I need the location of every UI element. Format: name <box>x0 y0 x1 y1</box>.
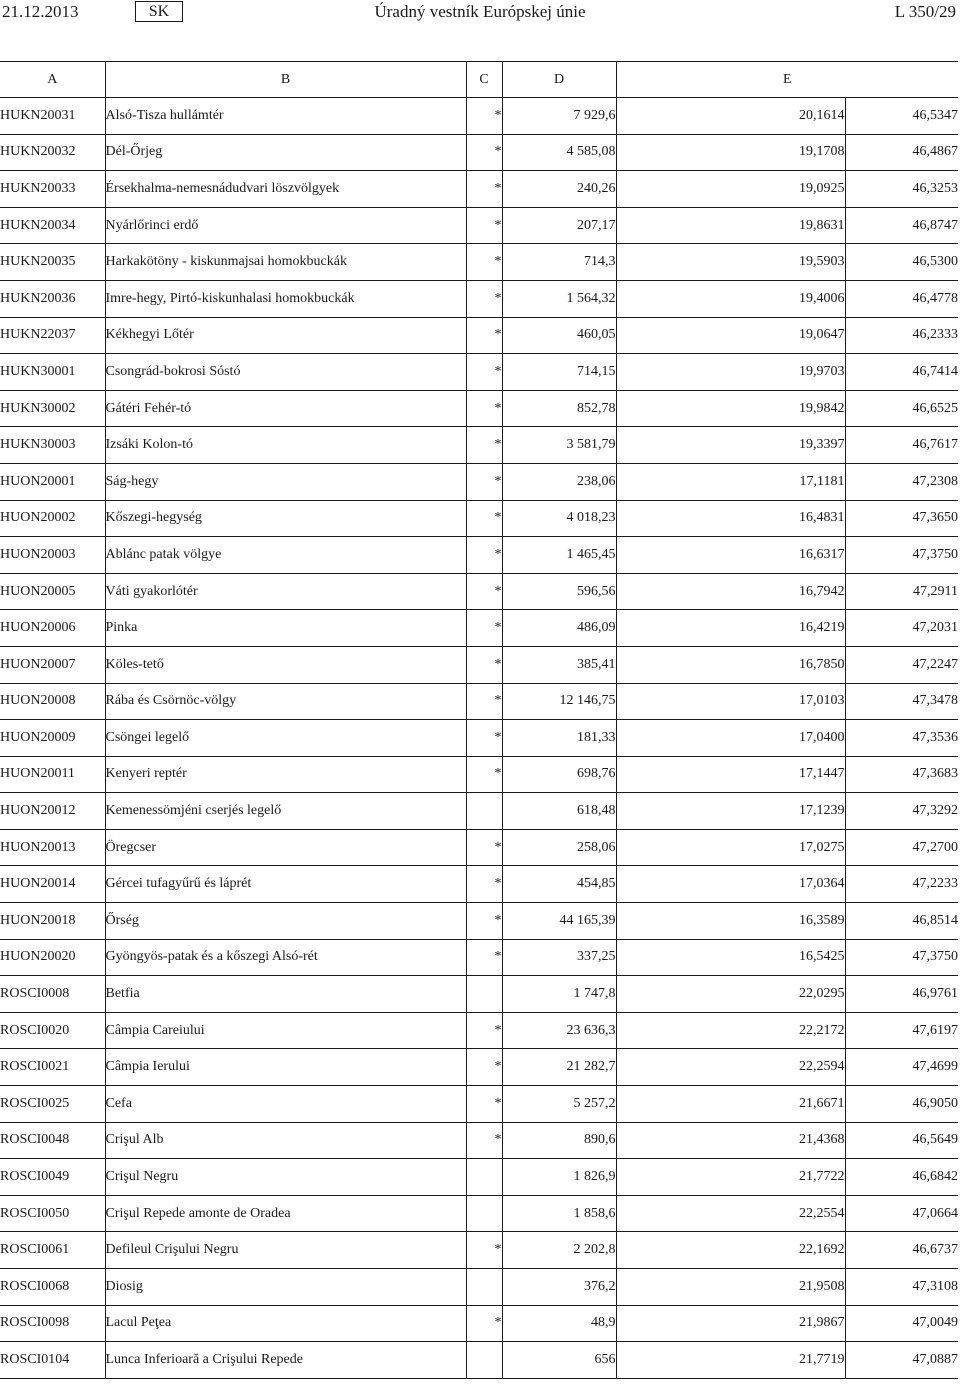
table-row <box>0 207 958 244</box>
table-row <box>0 354 958 391</box>
site-longitude: 16,7942 <box>616 573 845 610</box>
site-name: Crişul Repede amonte de Oradea <box>105 1195 466 1232</box>
site-code: HUON20005 <box>0 573 105 610</box>
site-code: HUON20003 <box>0 537 105 574</box>
site-code: HUON20018 <box>0 903 105 940</box>
site-longitude: 16,4219 <box>616 610 845 647</box>
site-longitude: 19,9703 <box>616 354 845 391</box>
table-row <box>0 390 958 427</box>
site-code: HUKN20034 <box>0 207 105 244</box>
priority-marker: * <box>466 1012 502 1049</box>
site-area: 1 465,45 <box>502 537 616 574</box>
site-latitude: 47,2031 <box>845 610 958 647</box>
site-area: 1 564,32 <box>502 280 616 317</box>
site-area: 2 202,8 <box>502 1232 616 1269</box>
site-area: 12 146,75 <box>502 683 616 720</box>
table-row <box>0 573 958 610</box>
priority-marker: * <box>466 207 502 244</box>
site-latitude: 47,6197 <box>845 1012 958 1049</box>
table-row <box>0 829 958 866</box>
site-latitude: 46,5347 <box>845 98 958 135</box>
site-area: 656 <box>502 1342 616 1379</box>
priority-marker: * <box>466 610 502 647</box>
site-name: Rába és Csörnöc-völgy <box>105 683 466 720</box>
table-row <box>0 1342 958 1379</box>
priority-marker: * <box>466 280 502 317</box>
priority-marker: * <box>466 427 502 464</box>
site-area: 454,85 <box>502 866 616 903</box>
site-code: ROSCI0049 <box>0 1159 105 1196</box>
table-row <box>0 1195 958 1232</box>
priority-marker: * <box>466 244 502 281</box>
priority-marker <box>466 793 502 830</box>
publication-date: 21.12.2013 <box>2 2 79 21</box>
site-code: HUKN20033 <box>0 171 105 208</box>
journal-title: Úradný vestník Európskej únie <box>374 2 586 21</box>
table-row <box>0 793 958 830</box>
site-code: HUON20013 <box>0 829 105 866</box>
priority-marker <box>466 1195 502 1232</box>
site-area: 1 747,8 <box>502 976 616 1013</box>
site-code: ROSCI0068 <box>0 1269 105 1306</box>
site-longitude: 16,4831 <box>616 500 845 537</box>
site-latitude: 46,7414 <box>845 354 958 391</box>
site-name: Crişul Alb <box>105 1122 466 1159</box>
site-name: Pinka <box>105 610 466 647</box>
site-latitude: 47,0664 <box>845 1195 958 1232</box>
site-latitude: 46,8514 <box>845 903 958 940</box>
site-code: HUON20002 <box>0 500 105 537</box>
table-header <box>0 62 958 98</box>
site-latitude: 46,9761 <box>845 976 958 1013</box>
site-code: HUKN30002 <box>0 390 105 427</box>
site-code: HUKN20035 <box>0 244 105 281</box>
site-name: Lunca Inferioară a Crişului Repede <box>105 1342 466 1379</box>
site-latitude: 47,0887 <box>845 1342 958 1379</box>
site-latitude: 46,7617 <box>845 427 958 464</box>
priority-marker: * <box>466 1086 502 1123</box>
site-name: Dél-Őrjeg <box>105 134 466 171</box>
site-area: 258,06 <box>502 829 616 866</box>
site-latitude: 47,3108 <box>845 1269 958 1306</box>
priority-marker: * <box>466 390 502 427</box>
table-row <box>0 756 958 793</box>
site-latitude: 47,3750 <box>845 939 958 976</box>
site-name: Kenyeri reptér <box>105 756 466 793</box>
table-row <box>0 1305 958 1342</box>
site-code: ROSCI0008 <box>0 976 105 1013</box>
site-name: Izsáki Kolon-tó <box>105 427 466 464</box>
table-row <box>0 1269 958 1306</box>
sites-table <box>0 61 958 1379</box>
site-code: HUKN20031 <box>0 98 105 135</box>
site-code: ROSCI0098 <box>0 1305 105 1342</box>
priority-marker: * <box>466 829 502 866</box>
priority-marker: * <box>466 573 502 610</box>
site-longitude: 22,1692 <box>616 1232 845 1269</box>
site-latitude: 47,2247 <box>845 646 958 683</box>
site-name: Őrség <box>105 903 466 940</box>
table-row <box>0 1086 958 1123</box>
priority-marker: * <box>466 537 502 574</box>
table-row <box>0 1122 958 1159</box>
site-latitude: 47,2308 <box>845 463 958 500</box>
site-latitude: 46,4867 <box>845 134 958 171</box>
table-row <box>0 537 958 574</box>
site-name: Diosig <box>105 1269 466 1306</box>
table-row <box>0 976 958 1013</box>
site-latitude: 46,5649 <box>845 1122 958 1159</box>
priority-marker: * <box>466 463 502 500</box>
site-name: Érsekhalma-nemesnádudvari löszvölgyek <box>105 171 466 208</box>
site-area: 1 826,9 <box>502 1159 616 1196</box>
column-header-c: C <box>466 62 502 98</box>
site-area: 714,3 <box>502 244 616 281</box>
site-latitude: 47,2233 <box>845 866 958 903</box>
site-name: Kőszegi-hegység <box>105 500 466 537</box>
priority-marker: * <box>466 1049 502 1086</box>
priority-marker: * <box>466 1232 502 1269</box>
table-row <box>0 1049 958 1086</box>
column-header-e: E <box>616 62 958 98</box>
site-longitude: 22,2554 <box>616 1195 845 1232</box>
site-longitude: 20,1614 <box>616 98 845 135</box>
site-longitude: 21,9508 <box>616 1269 845 1306</box>
site-area: 207,17 <box>502 207 616 244</box>
priority-marker: * <box>466 500 502 537</box>
site-area: 181,33 <box>502 720 616 757</box>
table-row <box>0 1232 958 1269</box>
site-latitude: 47,3650 <box>845 500 958 537</box>
site-name: Csongrád-bokrosi Sóstó <box>105 354 466 391</box>
site-code: ROSCI0048 <box>0 1122 105 1159</box>
site-area: 618,48 <box>502 793 616 830</box>
site-name: Lacul Peţea <box>105 1305 466 1342</box>
priority-marker <box>466 976 502 1013</box>
site-longitude: 16,5425 <box>616 939 845 976</box>
site-latitude: 47,4699 <box>845 1049 958 1086</box>
site-longitude: 17,1447 <box>616 756 845 793</box>
site-name: Váti gyakorlótér <box>105 573 466 610</box>
site-code: HUKN20032 <box>0 134 105 171</box>
table-body <box>0 98 958 1379</box>
table-row <box>0 427 958 464</box>
site-name: Câmpia Ierului <box>105 1049 466 1086</box>
site-code: HUKN22037 <box>0 317 105 354</box>
site-area: 4 018,23 <box>502 500 616 537</box>
site-name: Defileul Crişului Negru <box>105 1232 466 1269</box>
site-name: Imre-hegy, Pirtó-kiskunhalasi homokbuckák <box>105 280 466 317</box>
site-code: HUON20006 <box>0 610 105 647</box>
site-code: HUON20001 <box>0 463 105 500</box>
priority-marker: * <box>466 866 502 903</box>
site-area: 376,2 <box>502 1269 616 1306</box>
site-latitude: 47,0049 <box>845 1305 958 1342</box>
site-area: 23 636,3 <box>502 1012 616 1049</box>
site-code: HUON20012 <box>0 793 105 830</box>
site-name: Betfia <box>105 976 466 1013</box>
table-row <box>0 500 958 537</box>
site-name: Gyöngyös-patak és a kőszegi Alsó-rét <box>105 939 466 976</box>
site-code: ROSCI0025 <box>0 1086 105 1123</box>
site-longitude: 19,4006 <box>616 280 845 317</box>
site-area: 21 282,7 <box>502 1049 616 1086</box>
site-latitude: 46,4778 <box>845 280 958 317</box>
site-name: Gátéri Fehér-tó <box>105 390 466 427</box>
site-longitude: 19,9842 <box>616 390 845 427</box>
site-area: 1 858,6 <box>502 1195 616 1232</box>
site-latitude: 47,3292 <box>845 793 958 830</box>
site-area: 385,41 <box>502 646 616 683</box>
site-name: Nyárlőrinci erdő <box>105 207 466 244</box>
site-longitude: 17,0400 <box>616 720 845 757</box>
site-area: 44 165,39 <box>502 903 616 940</box>
table-row <box>0 98 958 135</box>
site-code: HUKN20036 <box>0 280 105 317</box>
site-code: ROSCI0050 <box>0 1195 105 1232</box>
site-name: Kékhegyi Lőtér <box>105 317 466 354</box>
site-name: Alsó-Tisza hullámtér <box>105 98 466 135</box>
site-longitude: 21,9867 <box>616 1305 845 1342</box>
site-latitude: 46,2333 <box>845 317 958 354</box>
table-row <box>0 317 958 354</box>
site-area: 4 585,08 <box>502 134 616 171</box>
site-longitude: 17,1239 <box>616 793 845 830</box>
site-longitude: 21,4368 <box>616 1122 845 1159</box>
site-longitude: 17,0275 <box>616 829 845 866</box>
site-latitude: 46,3253 <box>845 171 958 208</box>
site-name: Cefa <box>105 1086 466 1123</box>
site-longitude: 16,6317 <box>616 537 845 574</box>
site-latitude: 46,6737 <box>845 1232 958 1269</box>
site-name: Ablánc patak völgye <box>105 537 466 574</box>
column-header-d: D <box>502 62 616 98</box>
page-header <box>0 0 960 24</box>
table-row <box>0 866 958 903</box>
site-longitude: 17,0103 <box>616 683 845 720</box>
priority-marker: * <box>466 171 502 208</box>
site-area: 460,05 <box>502 317 616 354</box>
priority-marker: * <box>466 939 502 976</box>
table-row <box>0 939 958 976</box>
site-latitude: 47,3750 <box>845 537 958 574</box>
site-longitude: 16,3589 <box>616 903 845 940</box>
table-row <box>0 683 958 720</box>
site-area: 596,56 <box>502 573 616 610</box>
site-latitude: 46,9050 <box>845 1086 958 1123</box>
priority-marker: * <box>466 1305 502 1342</box>
priority-marker: * <box>466 646 502 683</box>
column-header-a: A <box>0 62 105 98</box>
site-latitude: 47,3536 <box>845 720 958 757</box>
site-name: Crişul Negru <box>105 1159 466 1196</box>
site-latitude: 47,2700 <box>845 829 958 866</box>
page-reference: L 350/29 <box>894 2 956 21</box>
site-code: HUON20014 <box>0 866 105 903</box>
site-code: HUON20008 <box>0 683 105 720</box>
site-area: 852,78 <box>502 390 616 427</box>
table-row <box>0 1012 958 1049</box>
site-latitude: 46,8747 <box>845 207 958 244</box>
table-row <box>0 1159 958 1196</box>
priority-marker: * <box>466 720 502 757</box>
site-area: 5 257,2 <box>502 1086 616 1123</box>
site-longitude: 16,7850 <box>616 646 845 683</box>
priority-marker: * <box>466 317 502 354</box>
site-code: HUKN30003 <box>0 427 105 464</box>
site-name: Köles-tető <box>105 646 466 683</box>
site-name: Gércei tufagyűrű és láprét <box>105 866 466 903</box>
site-longitude: 19,0647 <box>616 317 845 354</box>
site-longitude: 21,7719 <box>616 1342 845 1379</box>
site-name: Câmpia Careiului <box>105 1012 466 1049</box>
site-longitude: 22,2172 <box>616 1012 845 1049</box>
site-code: HUON20007 <box>0 646 105 683</box>
site-area: 714,15 <box>502 354 616 391</box>
priority-marker: * <box>466 98 502 135</box>
site-longitude: 19,5903 <box>616 244 845 281</box>
site-code: ROSCI0061 <box>0 1232 105 1269</box>
site-latitude: 46,6525 <box>845 390 958 427</box>
site-longitude: 21,6671 <box>616 1086 845 1123</box>
site-longitude: 21,7722 <box>616 1159 845 1196</box>
priority-marker: * <box>466 683 502 720</box>
site-latitude: 46,5300 <box>845 244 958 281</box>
priority-marker: * <box>466 354 502 391</box>
priority-marker: * <box>466 134 502 171</box>
site-latitude: 47,3683 <box>845 756 958 793</box>
site-name: Csöngei legelő <box>105 720 466 757</box>
site-area: 337,25 <box>502 939 616 976</box>
priority-marker <box>466 1269 502 1306</box>
language-badge: SK <box>135 1 183 22</box>
table-row <box>0 610 958 647</box>
site-area: 486,09 <box>502 610 616 647</box>
header-row <box>0 62 958 98</box>
site-latitude: 47,3478 <box>845 683 958 720</box>
site-name: Öregcser <box>105 829 466 866</box>
site-code: HUKN30001 <box>0 354 105 391</box>
table-row <box>0 134 958 171</box>
priority-marker: * <box>466 756 502 793</box>
table-row <box>0 903 958 940</box>
table-row <box>0 720 958 757</box>
table-row <box>0 280 958 317</box>
site-code: ROSCI0020 <box>0 1012 105 1049</box>
table-row <box>0 244 958 281</box>
site-code: HUON20011 <box>0 756 105 793</box>
site-longitude: 19,0925 <box>616 171 845 208</box>
site-code: ROSCI0104 <box>0 1342 105 1379</box>
table-row <box>0 171 958 208</box>
site-name: Harkakötöny - kiskunmajsai homokbuckák <box>105 244 466 281</box>
site-area: 48,9 <box>502 1305 616 1342</box>
site-area: 3 581,79 <box>502 427 616 464</box>
priority-marker: * <box>466 1122 502 1159</box>
site-longitude: 19,8631 <box>616 207 845 244</box>
priority-marker <box>466 1342 502 1379</box>
site-name: Kemenessömjéni cserjés legelő <box>105 793 466 830</box>
site-code: HUON20009 <box>0 720 105 757</box>
site-name: Ság-hegy <box>105 463 466 500</box>
site-area: 238,06 <box>502 463 616 500</box>
site-area: 240,26 <box>502 171 616 208</box>
site-longitude: 22,2594 <box>616 1049 845 1086</box>
site-longitude: 17,0364 <box>616 866 845 903</box>
column-header-b: B <box>105 62 466 98</box>
site-area: 698,76 <box>502 756 616 793</box>
table-row <box>0 463 958 500</box>
site-area: 7 929,6 <box>502 98 616 135</box>
site-latitude: 46,6842 <box>845 1159 958 1196</box>
priority-marker <box>466 1159 502 1196</box>
site-longitude: 17,1181 <box>616 463 845 500</box>
site-longitude: 19,1708 <box>616 134 845 171</box>
table-row <box>0 646 958 683</box>
site-longitude: 19,3397 <box>616 427 845 464</box>
site-code: HUON20020 <box>0 939 105 976</box>
site-latitude: 47,2911 <box>845 573 958 610</box>
site-longitude: 22,0295 <box>616 976 845 1013</box>
site-code: ROSCI0021 <box>0 1049 105 1086</box>
priority-marker: * <box>466 903 502 940</box>
site-area: 890,6 <box>502 1122 616 1159</box>
